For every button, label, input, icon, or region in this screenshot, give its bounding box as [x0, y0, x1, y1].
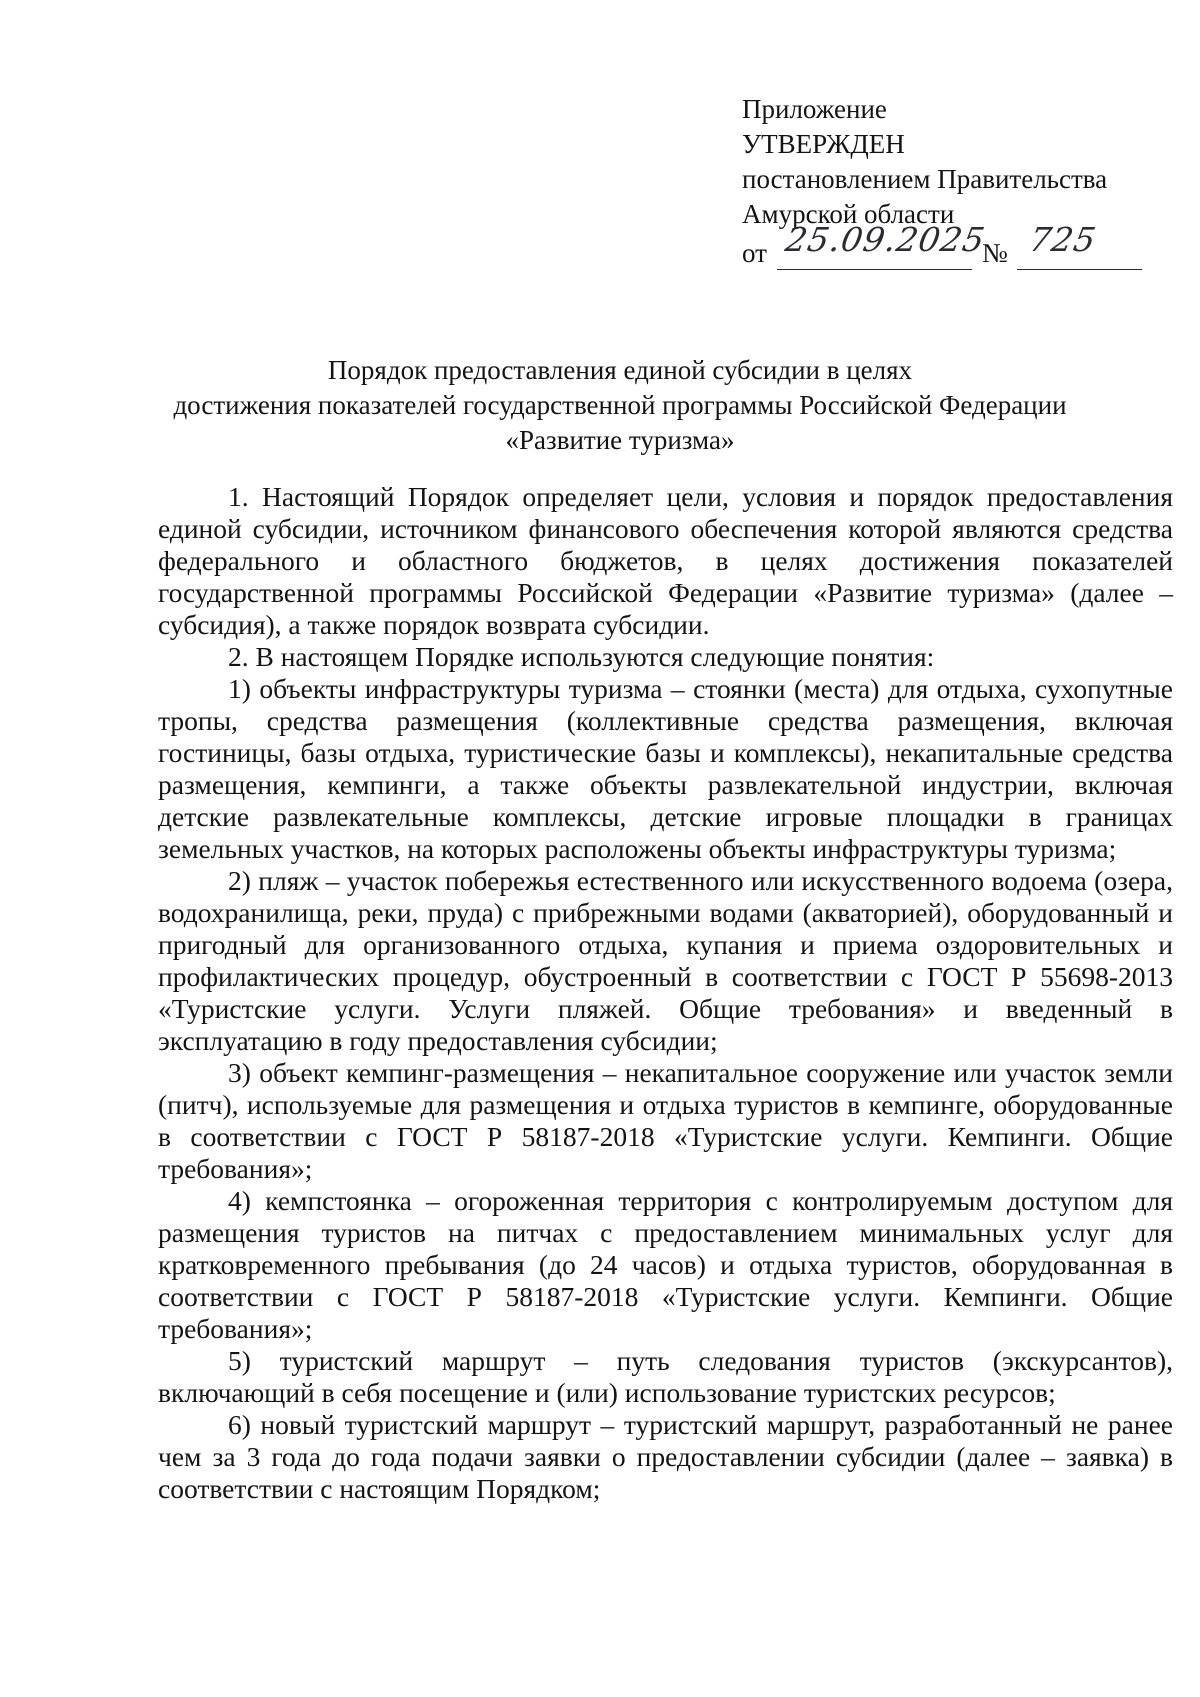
definition-2: 2) пляж – участок побережья естественного или искусственного водоема (озера, водохранилища, реки, пруда) с прибрежными водами (акваторией), оборудованный и пригодный для организованного отдыха, купания и приема оздоровительных и профилактических процедур, обустроенный в соответствии с ГОСТ Р 55698-2013 «Туристские услуги. Услуги пляжей. Общие требования» и введенный в эксплуатацию в году предоставления субсидии;: [158, 865, 1173, 1056]
number-sign: №: [982, 238, 1008, 268]
handwritten-number: 725: [1026, 220, 1100, 259]
paragraph-1: 1. Настоящий Порядок определяет цели, условия и порядок предоставления единой субсидии, источником финансового обеспечения которой являются средства федерального и областного бюджетов, в целях достижения показателей государственной программы Российской Федерации «Развитие туризма» (далее – субсидия), а также порядок возврата субсидии.: [158, 481, 1173, 640]
document-body: [158, 481, 1173, 1505]
approved-by-resolution: постановлением Правительства: [742, 164, 1108, 194]
resolution-date-number-row: [742, 220, 1162, 272]
paragraph-2: 2. В настоящем Порядке используются следующие понятия:: [228, 641, 935, 672]
region-name: Амурской области: [742, 199, 955, 229]
definition-5: 5) туристский маршрут – путь следования туристов (экскурсантов), включающий в себя посещение и (или) использование туристских ресурсов;: [158, 1345, 1173, 1408]
approval-block: [742, 92, 1162, 272]
definition-4: 4) кемпстоянка – огороженная территория с контролируемым доступом для размещения туристов на питчах с предоставлением минимальных услуг для кратковременного пребывания (до 24 часов) и отдыха туристов, оборудованная в соответствии с ГОСТ Р 58187-2018 «Туристские услуги. Кемпинги. Общие требования»;: [158, 1185, 1173, 1344]
date-prefix: от: [742, 238, 767, 268]
definition-6: 6) новый туристский маршрут – туристский маршрут, разработанный не ранее чем за 3 года до года подачи заявки о предоставлении субсидии (далее – заявка) в соответствии с настоящим Порядком;: [158, 1409, 1173, 1504]
title-line-2: достижения показателей государственной программы Российской Федерации: [173, 390, 1067, 420]
number-underline: [1017, 269, 1142, 270]
document-title: [120, 353, 1120, 458]
date-underline: [777, 269, 972, 270]
title-line-3: «Развитие туризма»: [505, 425, 735, 455]
appendix-label: Приложение: [742, 94, 887, 124]
title-line-1: Порядок предоставления единой субсидии в целях: [327, 355, 913, 385]
approved-label: УТВЕРЖДЕН: [742, 129, 905, 159]
definition-1: 1) объекты инфраструктуры туризма – стоянки (места) для отдыха, сухопутные тропы, средства размещения (коллективные средства размещения, включая гостиницы, базы отдыха, туристические базы и комплексы), некапитальные средства размещения, кемпинги, а также объекты развлекательной индустрии, включая детские развлекательные комплексы, детские игровые площадки в границах земельных участков, на которых расположены объекты инфраструктуры туризма;: [158, 673, 1173, 864]
handwritten-date: 25.09.2025: [782, 220, 989, 259]
definition-3: 3) объект кемпинг-размещения – некапитальное сооружение или участок земли (питч), используемые для размещения и отдыха туристов в кемпинге, оборудованные в соответствии с ГОСТ Р 58187-2018 «Туристские услуги. Кемпинги. Общие требования»;: [158, 1057, 1173, 1184]
